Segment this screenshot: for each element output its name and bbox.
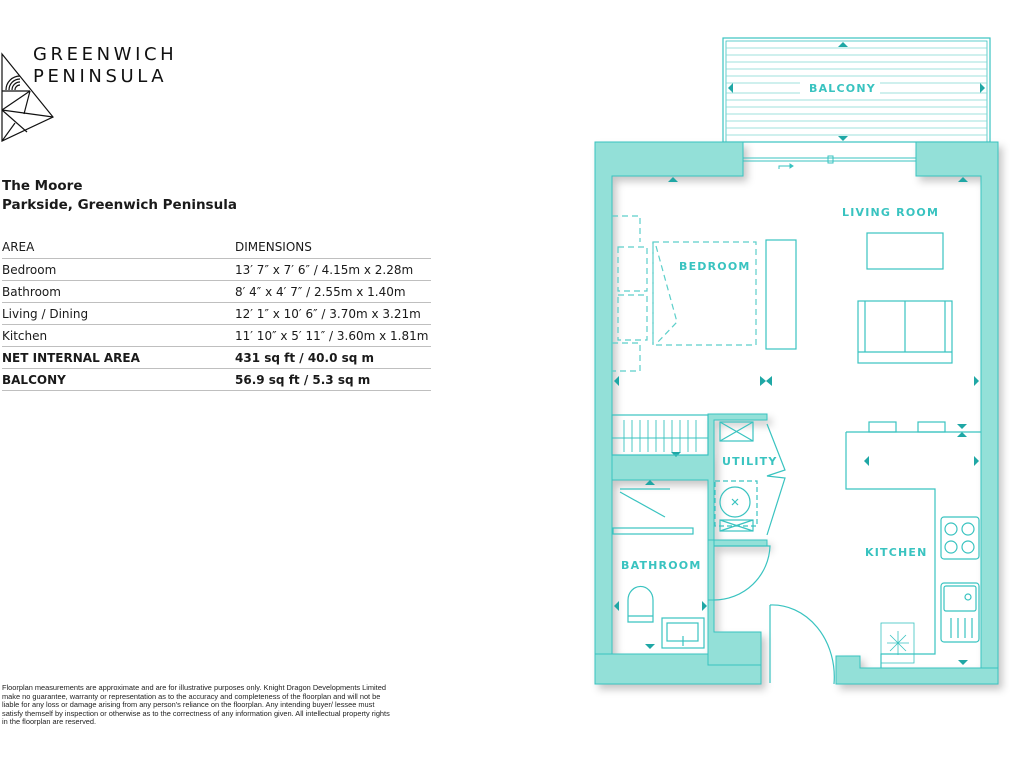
dimensions-cell: 56.9 sq ft / 5.3 sq m <box>235 369 431 391</box>
dimensions-cell: 13′ 7″ x 7′ 6″ / 4.15m x 2.28m <box>235 259 431 281</box>
table-row <box>2 325 431 347</box>
room-label-bedroom: BEDROOM <box>679 260 751 273</box>
column-header-dimensions: DIMENSIONS <box>235 236 431 259</box>
room-label-balcony: BALCONY <box>809 82 876 95</box>
room-label-living-room: LIVING ROOM <box>842 206 940 219</box>
dimensions-cell: 11′ 10″ x 5′ 11″ / 3.60m x 1.81m <box>235 325 431 347</box>
area-cell: Kitchen <box>2 325 235 347</box>
brand-name-line-2: PENINSULA <box>33 66 168 87</box>
property-location: Parkside, Greenwich Peninsula <box>2 197 237 213</box>
area-cell: NET INTERNAL AREA <box>2 347 235 369</box>
table-header-row <box>2 236 431 259</box>
dimensions-table <box>2 236 431 391</box>
table-row-net-internal-area <box>2 347 431 369</box>
dimensions-cell: 431 sq ft / 40.0 sq m <box>235 347 431 369</box>
area-cell: BALCONY <box>2 369 235 391</box>
table-row-balcony <box>2 369 431 391</box>
area-cell: Living / Dining <box>2 303 235 325</box>
table-row <box>2 259 431 281</box>
table-row <box>2 281 431 303</box>
balcony-door <box>743 156 916 169</box>
column-header-area: AREA <box>2 236 235 259</box>
brand-name-line-1: GREENWICH <box>33 44 178 65</box>
dimensions-cell: 12′ 1″ x 10′ 6″ / 3.70m x 3.21m <box>235 303 431 325</box>
table-row <box>2 303 431 325</box>
area-cell: Bedroom <box>2 259 235 281</box>
room-label-utility: UTILITY <box>722 455 778 468</box>
property-title-block <box>2 177 237 215</box>
bed-outline <box>612 216 756 371</box>
room-label-bathroom: BATHROOM <box>621 559 702 572</box>
property-name: The Moore <box>2 178 83 194</box>
floorplan-diagram <box>590 30 1010 700</box>
disclaimer-text: Floorplan measurements are approximate and are for illustrative purposes only. Knight Dragon Developments Limited make no guarantee, warranty or representation as to the accuracy and completeness of the floorplan and will not be liable for any loss or damage arising from any person's reliance on the floorplan. Any intending buyer/ lessee must satisfy themself by inspection or otherwise as to the correctness of any information given. All intellectual property rights in the floorplan are reserved. <box>2 683 390 727</box>
floorplan-drawing <box>590 30 1010 700</box>
room-label-kitchen: KITCHEN <box>865 546 928 559</box>
brand-logo <box>0 40 200 150</box>
dimensions-cell: 8′ 4″ x 4′ 7″ / 2.55m x 1.40m <box>235 281 431 303</box>
area-cell: Bathroom <box>2 281 235 303</box>
exterior-walls <box>595 142 998 684</box>
